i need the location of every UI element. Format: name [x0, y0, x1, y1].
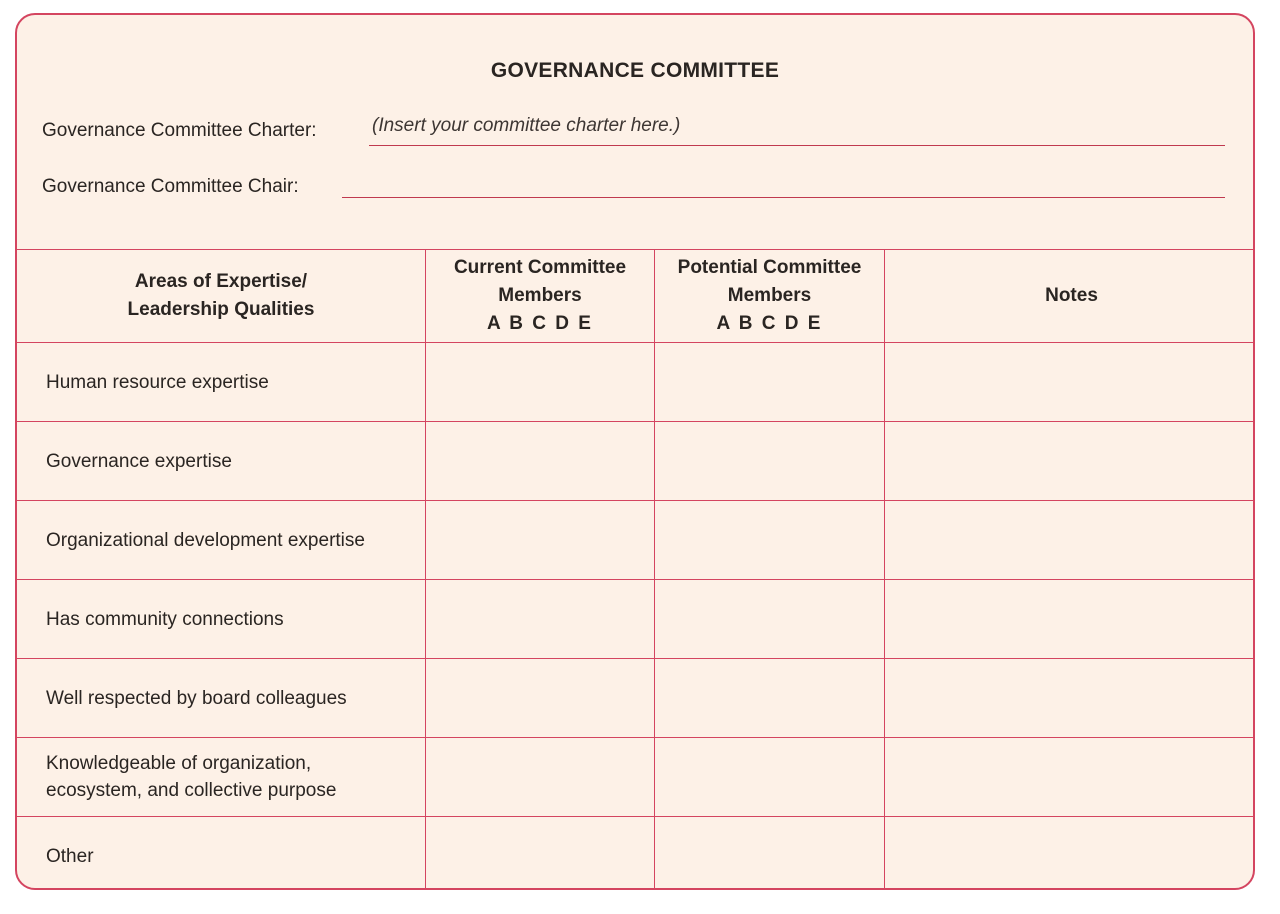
current-members-cell[interactable]	[426, 422, 655, 501]
potential-members-cell[interactable]	[655, 659, 885, 738]
current-members-cell[interactable]	[426, 501, 655, 580]
area-cell	[17, 817, 426, 891]
header-text: Members	[727, 285, 812, 306]
area-text: Governance expertise	[46, 450, 232, 472]
notes-cell[interactable]	[885, 817, 1256, 891]
notes-cell[interactable]	[885, 659, 1256, 738]
expertise-table	[16, 249, 1255, 890]
notes-cell[interactable]	[885, 422, 1256, 501]
header-notes	[885, 250, 1256, 343]
notes-cell[interactable]	[885, 501, 1256, 580]
page-title: GOVERNANCE COMMITTEE	[490, 59, 780, 82]
area-text: Other	[46, 845, 94, 867]
area-text: ecosystem, and collective purpose	[46, 780, 337, 801]
header-potential-members	[655, 250, 885, 343]
table-row	[17, 738, 1256, 817]
table-row	[17, 817, 1256, 891]
table-header-row	[17, 250, 1256, 343]
current-members-cell[interactable]	[426, 817, 655, 891]
area-text: Organizational development expertise	[46, 529, 365, 551]
area-cell	[17, 738, 426, 817]
header-text: Current Committee	[453, 257, 627, 278]
header-member-letters: A B C D E	[487, 313, 593, 334]
table-row	[17, 659, 1256, 738]
header-areas-of-expertise	[17, 250, 426, 343]
current-members-cell[interactable]	[426, 580, 655, 659]
table-row	[17, 580, 1256, 659]
chair-input-line[interactable]	[342, 171, 1225, 198]
area-text: Well respected by board colleagues	[46, 687, 347, 709]
chair-label: Governance Committee Chair:	[42, 176, 299, 197]
area-text: Knowledgeable of organization,	[46, 753, 312, 774]
potential-members-cell[interactable]	[655, 343, 885, 422]
notes-cell[interactable]	[885, 343, 1256, 422]
header-text: Members	[498, 285, 582, 306]
potential-members-cell[interactable]	[655, 738, 885, 817]
current-members-cell[interactable]	[426, 343, 655, 422]
area-cell	[17, 501, 426, 580]
current-members-cell[interactable]	[426, 738, 655, 817]
header-text: Potential Committee	[677, 257, 862, 278]
area-cell	[17, 343, 426, 422]
area-text: Has community connections	[46, 608, 284, 630]
notes-cell[interactable]	[885, 738, 1256, 817]
area-cell	[17, 580, 426, 659]
header-current-members	[426, 250, 655, 343]
potential-members-cell[interactable]	[655, 580, 885, 659]
notes-cell[interactable]	[885, 580, 1256, 659]
current-members-cell[interactable]	[426, 659, 655, 738]
area-cell	[17, 422, 426, 501]
header-member-letters: A B C D E	[716, 313, 823, 334]
area-cell	[17, 659, 426, 738]
table-row	[17, 422, 1256, 501]
potential-members-cell[interactable]	[655, 422, 885, 501]
potential-members-cell[interactable]	[655, 817, 885, 891]
header-text: Areas of Expertise/	[134, 271, 308, 292]
header-text: Notes	[1045, 285, 1098, 306]
header-text: Leadership Qualities	[127, 299, 315, 320]
table-row	[17, 343, 1256, 422]
area-text: Human resource expertise	[46, 371, 269, 393]
potential-members-cell[interactable]	[655, 501, 885, 580]
charter-label: Governance Committee Charter:	[42, 120, 317, 141]
charter-value[interactable]: (Insert your committee charter here.)	[372, 115, 681, 136]
table-row	[17, 501, 1256, 580]
governance-committee-card	[15, 13, 1255, 890]
